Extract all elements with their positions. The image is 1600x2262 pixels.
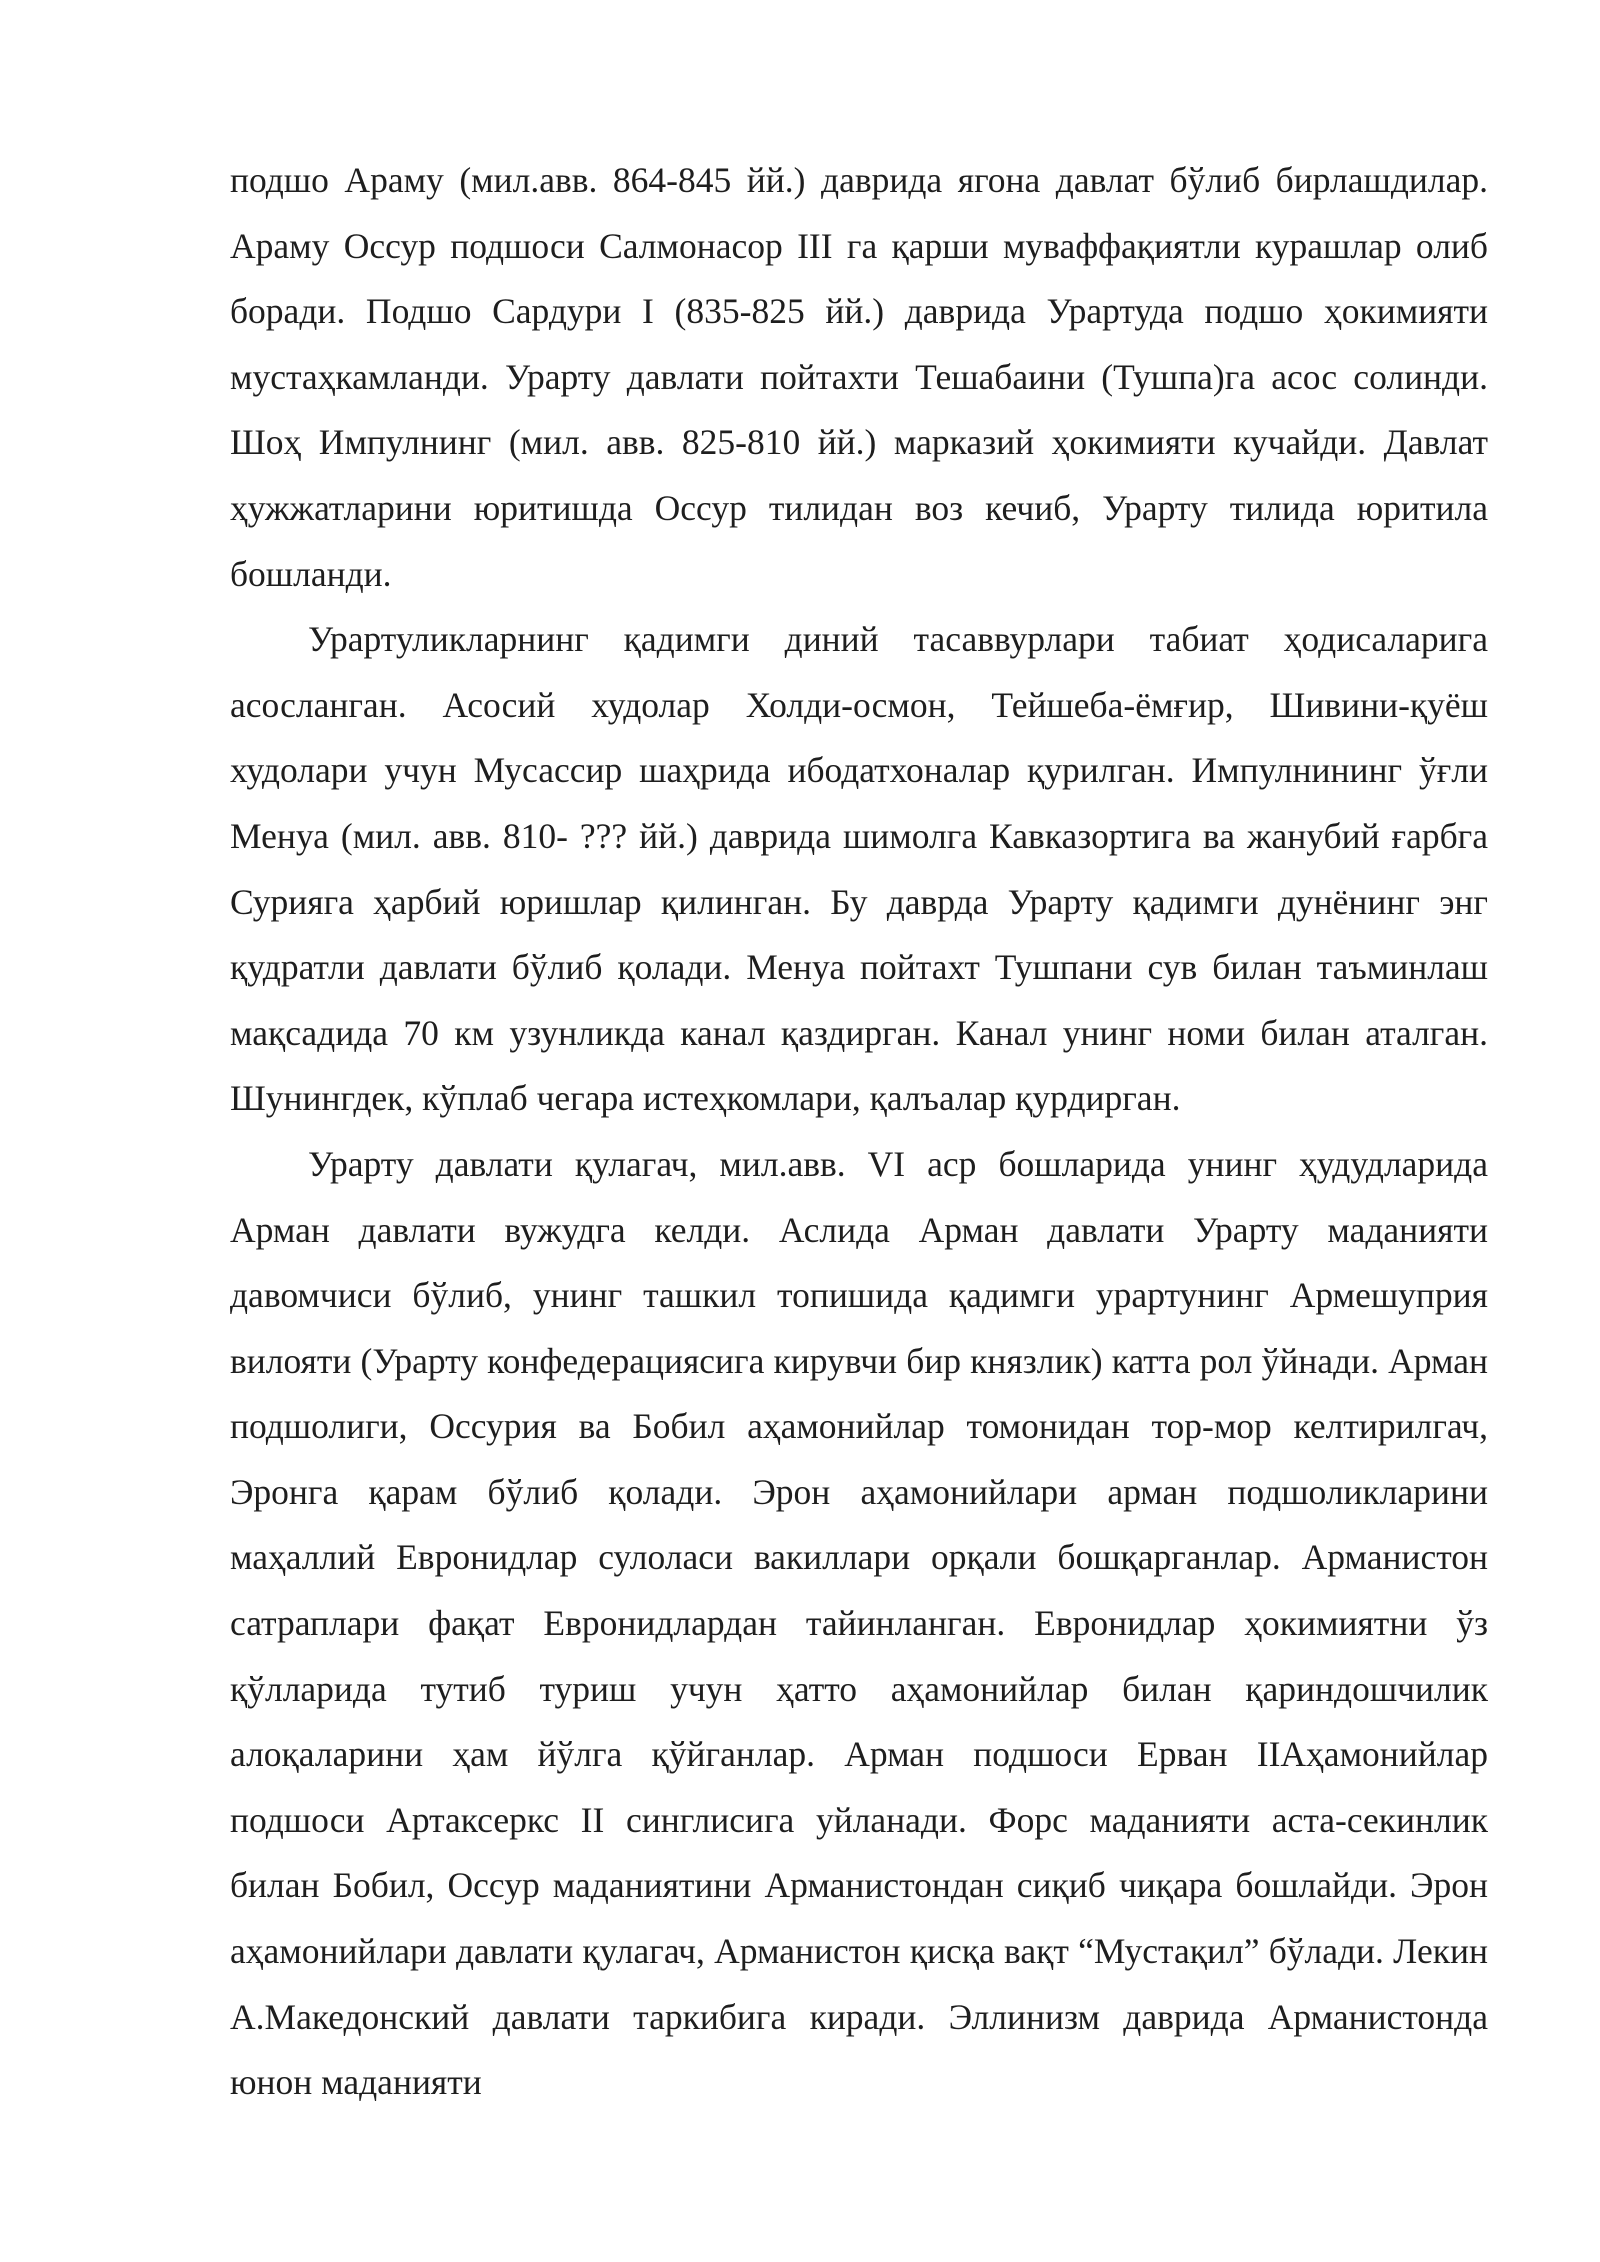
paragraph-2: Урартуликларнинг қадимги диний тасаввурлари табиат ҳодисаларига асосланган. Асосий худолар Холди-осмон, Тейшеба-ёмғир, Шивини-қуёш худолари учун Мусассир шаҳрида ибодатхоналар қурилган. Импулнининг ўғли Менуа (мил. авв. 810- ??? йй.) даврида шимолга Кавказортига ва жанубий ғарбга Сурияга ҳарбий юришлар қилинган. Бу даврда Урарту қадимги дунёнинг энг қудратли давлати бўлиб қолади. Менуа пойтахт Тушпани сув билан таъминлаш мақсадида 70 км узунликда канал қаздирган. Канал унинг номи билан аталган. Шунингдек, кўплаб чегара истеҳкомлари, қалъалар қурдирган. (230, 619, 1488, 1119)
body-text (230, 148, 1488, 2116)
paragraph-1: подшо Араму (мил.авв. 864-845 йй.) даврида ягона давлат бўлиб бирлашдилар. Араму Оссур подшоси Салмонасор III га қарши муваффақиятли курашлар олиб боради. Подшо Сардури I (835-825 йй.) даврида Урартуда подшо ҳокимияти мустаҳкамланди. Урарту давлати пойтахти Тешабаини (Тушпа)га асос солинди. Шоҳ Импулнинг (мил. авв. 825-810 йй.) марказий ҳокимияти кучайди. Давлат ҳужжатларини юритишда Оссур тилидан воз кечиб, Урарту тилида юритила бошланди. (230, 160, 1488, 594)
paragraph-3: Урарту давлати қулагач, мил.авв. VI аср бошларида унинг ҳудудларида Арман давлати вужудга келди. Аслида Арман давлати Урарту маданияти давомчиси бўлиб, унинг ташкил топишида қадимги урартунинг Армешуприя вилояти (Урарту конфедерациясига кирувчи бир князлик) катта рол ўйнади. Арман подшолиги, Оссурия ва Бобил аҳамонийлар томонидан тор-мор келтирилгач, Эронга қарам бўлиб қолади. Эрон аҳамонийлари арман подшоликларини маҳаллий Евронидлар сулоласи вакиллари орқали бошқарганлар. Арманистон сатраплари фақат Евронидлардан тайинланган. Евронидлар ҳокимиятни ўз қўлларида тутиб туриш учун ҳатто аҳамонийлар билан қариндошчилик алоқаларини ҳам йўлга қўйганлар. Арман подшоси Ерван IIАҳамонийлар подшоси Артаксеркс II синглисига уйланади. Форс маданияти аста-секинлик билан Бобил, Оссур маданиятини Арманистондан сиқиб чиқара бошлайди. Эрон аҳамонийлари давлати қулагач, Арманистон қисқа вақт “Мустақил” бўлади. Лекин А.Македонский давлати таркибига киради. Эллинизм даврида Арманистонда юнон маданияти (230, 1143, 1488, 2103)
